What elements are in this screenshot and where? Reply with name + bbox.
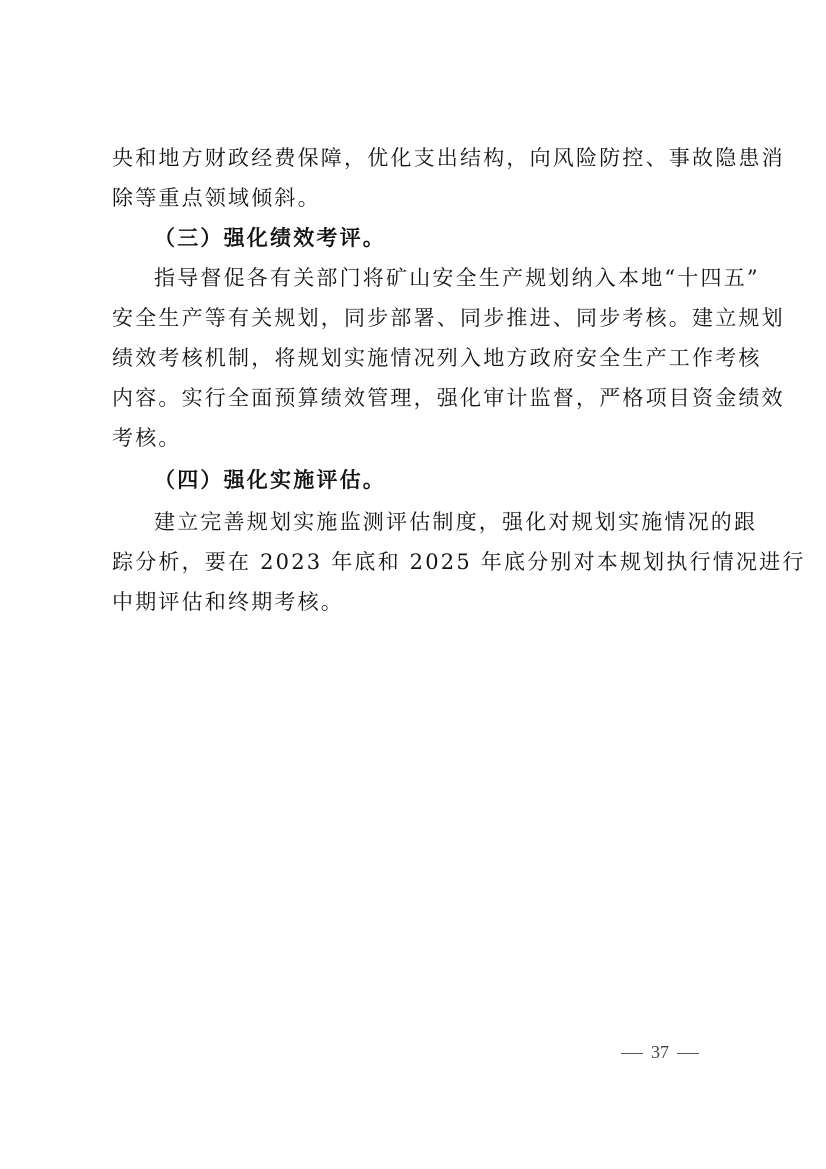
section-heading: （四）强化实施评估。 xyxy=(154,467,386,492)
paragraph-line: 内容。实行全面预算绩效管理，强化审计监督，严格项目资金绩效 xyxy=(112,386,785,410)
section-heading: （三）强化绩效考评。 xyxy=(154,225,386,250)
paragraph-line: 考核。 xyxy=(112,426,182,450)
page-number-value: 37 xyxy=(651,1042,669,1062)
paragraph-line: 安全生产等有关规划，同步部署、同步推进、同步考核。建立规划 xyxy=(112,306,785,330)
page-number-dash-left xyxy=(621,1053,643,1054)
paragraph-line: 踪分析，要在 2023 年底和 2025 年底分别对本规划执行情况进行 xyxy=(112,550,806,574)
page-number-dash-right xyxy=(677,1053,699,1054)
paragraph-line: 指导督促各有关部门将矿山安全生产规划纳入本地“十四五” xyxy=(154,266,760,290)
paragraph-line: 中期评估和终期考核。 xyxy=(112,590,344,614)
page-number xyxy=(610,1040,710,1064)
paragraph-line: 建立完善规划实施监测评估制度，强化对规划实施情况的跟 xyxy=(154,510,758,534)
paragraph-line: 除等重点领域倾斜。 xyxy=(112,186,321,210)
paragraph-line: 绩效考核机制，将规划实施情况列入地方政府安全生产工作考核 xyxy=(112,346,762,370)
paragraph-line: 央和地方财政经费保障，优化支出结构，向风险防控、事故隐患消 xyxy=(112,146,785,170)
